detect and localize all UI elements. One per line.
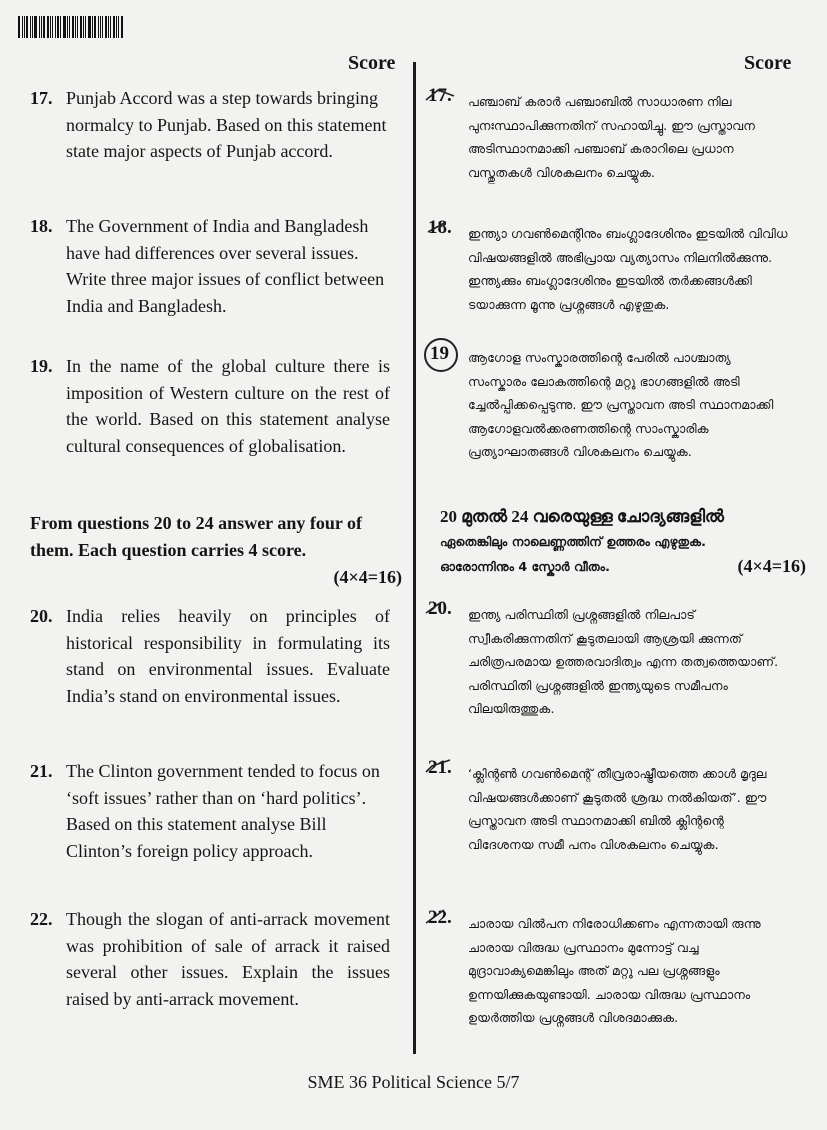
barcode-bar: [67, 16, 68, 38]
instruction-text: From questions 20 to 24 answer any four of them. Each question carries 4 score.: [30, 513, 363, 560]
question-22-english: [30, 906, 390, 1012]
barcode-bar: [26, 16, 28, 38]
barcode-bar: [60, 16, 61, 38]
question-text: The Government of India and Bangladesh have had differences over several issues. Write three major issues of conflict between India and Bangladesh.: [66, 216, 385, 316]
instruction-line: ഏതെങ്കിലും നാലെണ്ണത്തിന് ഉത്തരം എഴുതുക.: [440, 534, 706, 549]
question-number: 18.: [30, 216, 53, 236]
barcode-bar: [108, 16, 109, 38]
barcode-bar: [52, 16, 53, 38]
barcode-bar: [80, 16, 82, 38]
barcode-bar: [98, 16, 99, 38]
instruction-line: ഓരോന്നിനും 4 സ്കോർ വീതം.: [440, 559, 610, 574]
barcode-bar: [77, 16, 78, 38]
barcode-bar: [75, 16, 76, 38]
pen-tick-mark: [424, 910, 464, 924]
question-text: Though the slogan of anti-arrack movement was prohibition of sale of arrack it raised several other issues. Explain the issues raised by anti-arrack movement.: [66, 909, 390, 1009]
barcode-bar: [94, 16, 96, 38]
barcode-bar: [72, 16, 74, 38]
question-number: 19: [430, 343, 449, 364]
page-footer: SME 36 Political Science 5/7: [307, 1072, 520, 1092]
pen-tick-mark: [424, 760, 464, 774]
question-18-malayalam: [428, 217, 790, 316]
question-text: The Clinton government tended to focus on ‘soft issues’ rather than on ‘hard politics’. Based on this statement analyse Bill Clinton’s foreign policy approach.: [66, 761, 380, 861]
question-19-english: [30, 353, 390, 459]
question-number: 19.: [30, 356, 53, 376]
barcode-bar: [110, 16, 111, 38]
question-text: ഇന്ത്യാ ഗവൺമെന്റിനും ബംഗ്ലാദേശിനും ഇടയിൽ വിവിധ വിഷയങ്ങളിൽ അഭിപ്രായ വ്യത്യാസം നിലനിൽക്കുന്നു. ഇന്ത്യക്കും ബംഗ്ലാദേശിനും ഇടയിൽ തർക്കങ്ങൾക്കി ടയാക്കുന്ന മൂന്നു പ്രശ്നങ്ങൾ എഴുതുക.: [468, 226, 788, 312]
question-17-english: [30, 85, 390, 165]
barcode-bar: [30, 16, 31, 38]
barcode-bar: [43, 16, 45, 38]
question-text: പഞ്ചാബ് കരാർ പഞ്ചാബിൽ സാധാരണ നില പുനഃസ്ഥാപിക്കുന്നതിന് സഹായിച്ചു. ഈ പ്രസ്താവന അടിസ്ഥാനമാക്കി പഞ്ചാബ് കരാറിലെ പ്രധാന വസ്തുതകൾ വിശകലനം ചെയ്യുക.: [468, 94, 755, 180]
question-20-malayalam: [428, 598, 790, 721]
barcode-bar: [88, 16, 91, 38]
question-text: ഇന്ത്യ പരിസ്ഥിതി പ്രശ്നങ്ങളിൽ നിലപാട് സ്വീകരിക്കുന്നതിന് കൂടുതലായി ആശ്രയി ക്കുന്നത് ചരിത്രപരമായ ഉത്തരവാദിത്വം എന്ന തത്വത്തെയാണ്. പരിസ്ഥിതി പ്രശ്നങ്ങളിൽ ഇന്ത്യയുടെ സമീപനം വിലയിരുത്തുക.: [468, 607, 779, 716]
barcode-bar: [47, 16, 49, 38]
instruction-line: 20 മുതൽ 24 വരെയുള്ള ചോദ്യങ്ങളിൽ: [440, 507, 724, 526]
barcode-bar: [105, 16, 107, 38]
barcode-bar: [92, 16, 93, 38]
barcode-bar: [121, 16, 123, 38]
question-21-english: [30, 758, 390, 864]
barcode-bar: [39, 16, 40, 38]
question-text: ചാരായ വിൽപന നിരോധിക്കണം എന്നതായി രുന്നു ചാരായ വിരുദ്ധ പ്രസ്ഥാനം മുന്നോട്ട് വച്ച മുദ്രാവാക്യമെങ്കിലും അത് മറ്റു പല പ്രശ്നങ്ങളും ഉന്നയിക്കുകയുണ്ടായി. ചാരായ വിരുദ്ധ പ്രസ്ഥാനം ഉയർത്തിയ പ്രശ്നങ്ങൾ വിശദമാക്കുക.: [468, 916, 761, 1025]
barcode-bar: [18, 16, 20, 38]
pen-tick-mark: [424, 601, 464, 615]
question-number: 18.: [428, 217, 452, 238]
score-heading-right: Score: [744, 52, 792, 74]
barcode-bar: [24, 16, 25, 38]
barcode-bar: [69, 16, 70, 38]
barcode-bar: [113, 16, 115, 38]
question-text: ‘ക്ലിന്റൺ ഗവൺമെന്റ് തീവ്രരാഷ്ട്രീയത്തെ ക്കാൾ മൃദുല വിഷയങ്ങൾക്കാണ് കൂടുതൽ ശ്രദ്ധ നൽകിയത്’. ഈ പ്രസ്താവന അടി സ്ഥാനമാക്കി ബിൽ ക്ലിന്റന്റെ വിദേശനയ സമീ പനം വിശകലനം ചെയ്യുക.: [468, 766, 767, 852]
barcode-bar: [34, 16, 37, 38]
question-number: 22.: [30, 909, 53, 929]
question-19-malayalam: [430, 343, 790, 468]
pen-tick-mark: [424, 88, 464, 102]
barcode-bar: [50, 16, 51, 38]
question-22-malayalam: [428, 907, 790, 1030]
question-number: 22.: [428, 907, 452, 928]
barcode-bar: [63, 16, 66, 38]
section-instruction-malayalam: [440, 504, 810, 579]
question-text: In the name of the global culture there is imposition of Western culture on the rest of the world. Based on this statement analyse cultural consequences of globalisation.: [66, 356, 390, 456]
question-number: 20.: [428, 598, 452, 619]
question-21-malayalam: [428, 757, 790, 856]
column-divider: [413, 62, 416, 1054]
barcode-bar: [118, 16, 119, 38]
barcode-bar: [100, 16, 101, 38]
question-number: 17.: [30, 88, 53, 108]
barcode: [18, 16, 138, 38]
question-text: India relies heavily on principles of historical responsibility in formulating its stand on environmental issues. Evaluate India’s stand on environmental issues.: [66, 606, 390, 706]
question-number: 20.: [30, 606, 53, 626]
barcode-bar: [85, 16, 86, 38]
question-number: 21.: [428, 757, 452, 778]
barcode-bar: [57, 16, 59, 38]
question-number: 17.: [428, 85, 452, 106]
question-text: Punjab Accord was a step towards bringing normalcy to Punjab. Based on this statement state major aspects of Punjab accord.: [66, 88, 387, 161]
instruction-marks: (4×4=16): [737, 556, 806, 576]
barcode-bar: [83, 16, 84, 38]
score-heading-left: Score: [348, 52, 396, 74]
pen-tick-mark: [424, 220, 464, 234]
barcode-bar: [116, 16, 117, 38]
barcode-bar: [102, 16, 103, 38]
barcode-bar: [41, 16, 42, 38]
question-number: 21.: [30, 761, 53, 781]
question-text: ആഗോള സംസ്കാരത്തിന്റെ പേരിൽ പാശ്ചാത്യ സംസ്കാരം ലോകത്തിന്റെ മറ്റു ഭാഗങ്ങളിൽ അടി ച്ചേൽപ്പിക്കപ്പെടുന്നു. ഈ പ്രസ്താവന അടി സ്ഥാനമാക്കി ആഗോളവൽക്കരണത്തിന്റെ സാംസ്കാരിക പ്രത്യാഘാതങ്ങൾ വിശകലനം ചെയ്യുക.: [468, 350, 774, 459]
instruction-marks: (4×4=16): [333, 567, 402, 587]
section-instruction-english: [30, 510, 402, 591]
question-17-malayalam: [428, 85, 790, 184]
question-18-english: [30, 213, 390, 319]
barcode-bar: [32, 16, 33, 38]
barcode-bar: [22, 16, 23, 38]
barcode-bar: [55, 16, 56, 38]
question-20-english: [30, 603, 390, 709]
